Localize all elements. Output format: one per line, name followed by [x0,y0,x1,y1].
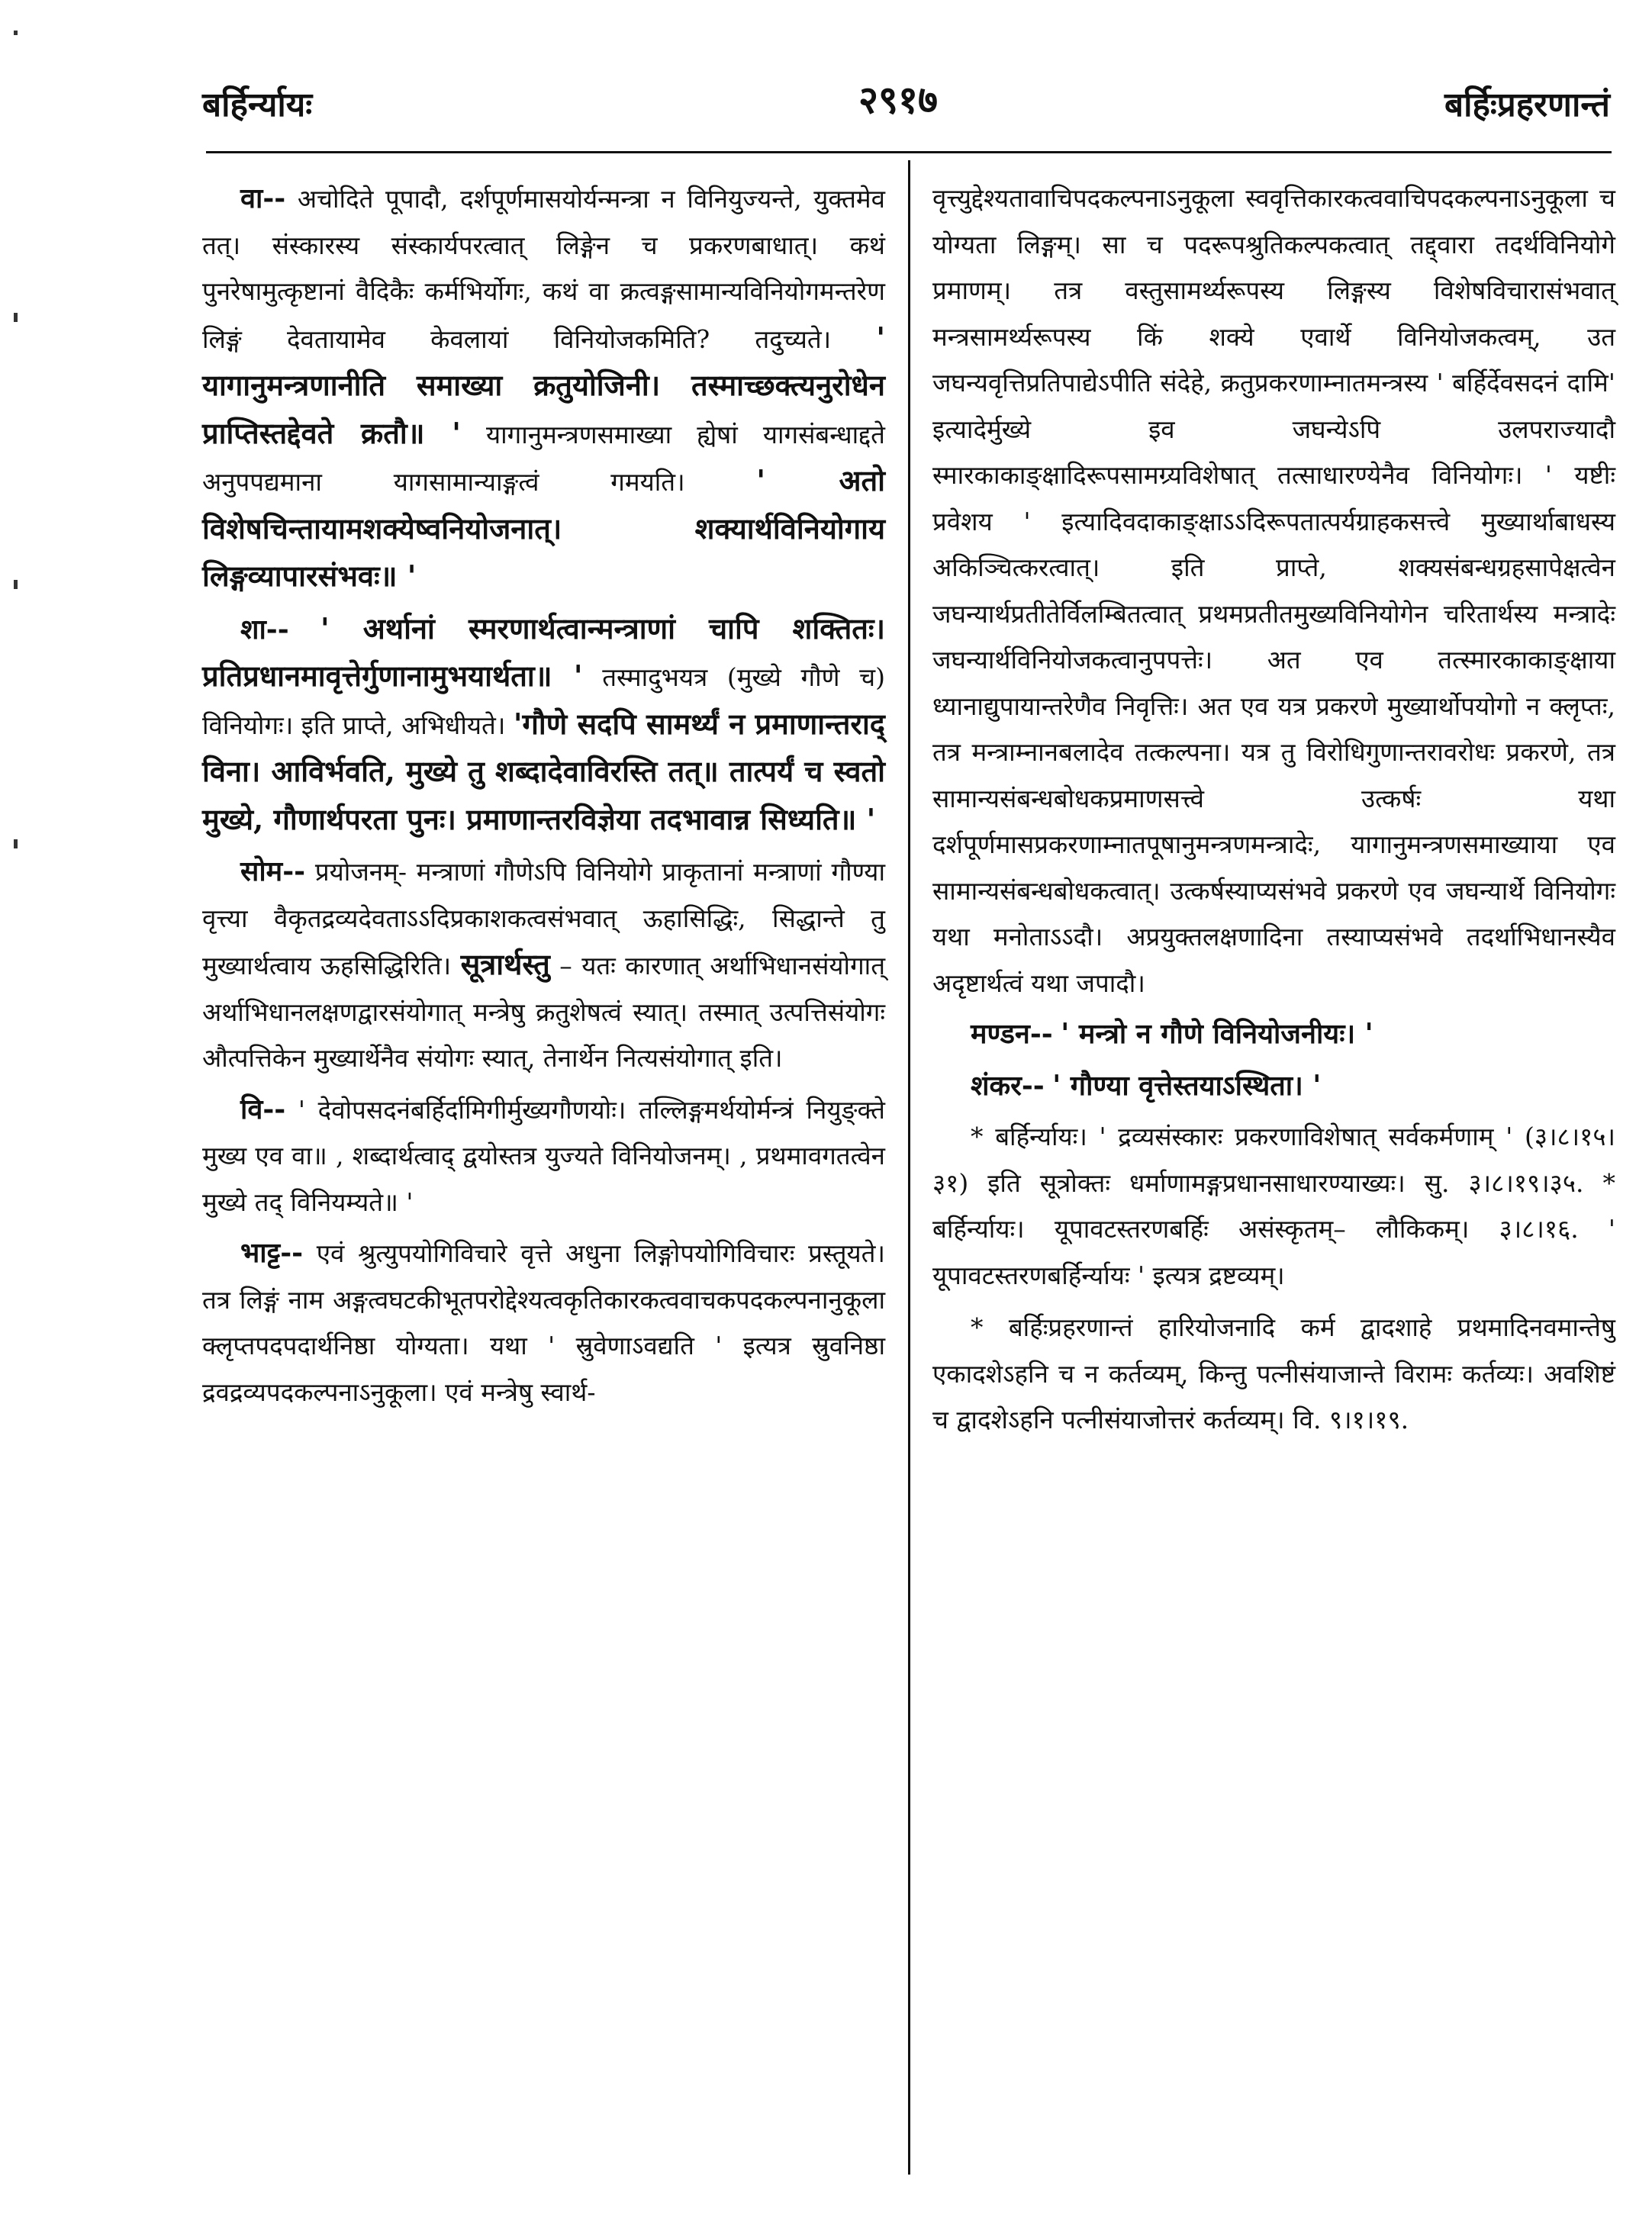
verse-text: ' यागानुमन्त्रणानीति समाख्या क्रतुयोजिनी। तस्माच्छक्त्यनुरोधेन प्राप्तिस्तद्देवते क्रतौ॥ ' [202,320,885,450]
commentary-text: एवं श्रुत्युपयोगिविचारे वृत्ते अधुना लिङ्गोपयोगिविचारः प्रस्तूयते। तत्र लिङ्गं नाम अङ्गत्वघटकीभूतपरोद्देश्यत्वकृतिकारकत्ववाचकपदकल्पनानुकूला क्लृप्तपदपदार्थनिष्ठा योग्यता। यथा ' स्रुवेणाऽवद्यति ' इत्यत्र स्रुवनिष्ठा द्रवद्रव्यपदकल्पनाऽनुकूला। एवं मन्त्रेषु स्वार्थ- [202,1238,885,1407]
note-barhirnyaya: * बर्हिर्न्यायः। ' द्रव्यसंस्कारः प्रकरणाविशेषात् सर्वकर्मणाम् ' (३।८।१५।३१) इति सूत्रोक्तः धर्माणामङ्गप्रधानसाधारण्याख्यः। सु. ३।८।१९।३५. * बर्हिर्न्यायः। यूपावटस्तरणबर्हिः असंस्कृतम्– लौकिकम्। ३।८।१६. ' यूपावटस्तरणबर्हिर्न्यायः ' इत्यत्र द्रष्टव्यम्। [932,1122,1615,1290]
commentary-mandana [932,1011,1615,1058]
commentary-soma [202,848,885,1082]
column-divider [908,160,910,2175]
page-number: २९१७ [858,77,938,122]
verse-text: 'गौणे सदपि सामर्थ्यं न प्रमाणान्तराद् विना। आविर्भवति, मुख्ये तु शब्दादेवाविरस्ति तत्॥ तात्पर्यं च स्वतो मुख्ये, गौणार्थपरता पुनः। प्रमाणान्तरविज्ञेया तदभावान्न सिध्यति॥ ' [202,706,885,836]
commentary-sha [202,606,885,845]
commentary-va [202,175,885,601]
right-column [932,175,1615,1450]
header-right-title: बर्हिःप्रहरणान्तं [1444,85,1610,124]
commentary-text: ' गौण्या वृत्तेस्तयाऽस्थिता। ' [1052,1069,1322,1102]
commentator-label: शा-- [240,613,289,646]
sutra-heading: सूत्रार्थस्तु [460,947,550,981]
note-barhihpraharananta: * बर्हिःप्रहरणान्तं हारियोजनादि कर्म द्वादशाहे प्रथमादिनवमान्तेषु एकादशेऽहनि च न कर्तव्यम्, किन्तु पत्नीसंयाजान्ते विरामः कर्तव्यः। अवशिष्टं च द्वादशेऽहनि पत्नीसंयाजोत्तरं कर्तव्यम्। वि. ९।१।१९. [932,1312,1615,1434]
commentary-text: – यतः कारणात् अर्थाभिधानसंयोगात् अर्थाभिधानलक्षणद्वारसंयोगात् मन्त्रेषु क्रतुशेषत्वं स्यात्। तस्मात् उत्पत्तिसंयोगः औत्पत्तिकेन मुख्यार्थेनैव संयोगः स्यात्, तेनार्थेन नित्यसंयोगात् इति। [202,951,886,1073]
commentator-label: सोम-- [240,855,306,887]
commentary-text: अचोदिते पूपादौ, दर्शपूर्णमासयोर्यन्मन्त्रा न विनियुज्यन्ते, युक्तमेव तत्। संस्कारस्य संस्कार्यपरत्वात् लिङ्गेन च प्रकरणबाधात्। कथं पुनरेषामुत्कृष्टानां वैदिकैः कर्मभिर्योगः, कथं वा क्रत्वङ्गसामान्यविनियोगमन्तरेण लिङ्गं देवतायामेव केवलायां विनियोजकमिति? तदुच्यते। [202,184,885,354]
commentary-text: ' देवोपसदनंबर्हिर्दामिगीर्मुख्यगौणयोः। तल्लिङ्गमर्थयोर्मन्त्रं नियुङ्क्ते मुख्य एव वा॥ , शब्दार्थत्वाद् द्वयोस्तत्र युज्यते विनियोजनम्। , प्रथमावगतत्वेन मुख्ये तद् विनियम्यते॥ ' [202,1094,885,1217]
left-column [202,175,885,1420]
commentary-text: तस्मादुभयत्र (मुख्ये गौणे च) विनियोगः। इति प्राप्ते, अभिधीयते। [202,662,885,740]
commentary-text: वृत्त्युद्देश्यतावाचिपदकल्पनाऽनुकूला स्ववृत्तिकारकत्ववाचिपदकल्पनाऽनुकूला च योग्यता लिङ्गम्। सा च पदरूपश्रुतिकल्पकत्वात् तद्द्वारा तदर्थविनियोगे प्रमाणम्। तत्र वस्तुसामर्थ्यरूपस्य लिङ्गस्य विशेषविचारासंभवात् मन्त्रसामर्थ्यरूपस्य किं शक्ये एवार्थे विनियोजकत्वम्, उत जघन्यवृत्तिप्रतिपाद्येऽपीति संदेहे, क्रतुप्रकरणाम्नातमन्त्रस्य ' बर्हिर्देवसदनं दामि' इत्यादेर्मुख्ये इव जघन्येऽपि उलपराज्यादौ स्मारकाकाङ्क्षादिरूपसामग्र्यविशेषात् तत्साधारण्येनैव विनियोगः। ' यष्टीः प्रवेशय ' इत्यादिवदाकाङ्क्षाऽऽदिरूपतात्पर्यग्राहकसत्त्वे मुख्यार्थाबाधस्य अकिञ्चित्करत्वात्। इति प्राप्ते, शक्यसंबन्धग्रहसापेक्षत्वेन जघन्यार्थप्रतीतेर्विलम्बितत्वात् प्रथमप्रतीतमुख्यविनियोगेन चरितार्थस्य मन्त्रादेः जघन्यार्थविनियोजकत्वानुपपत्तेः। अत एव तत्स्मारकाकाङ्क्षाया ध्यानाद्युपायान्तरेणैव निवृत्तिः। अत एव यत्र प्रकरणे मुख्यार्थोपयोगो न क्लृप्तः, तत्र मन्त्राम्नानबलादेव तत्कल्पना। यत्र तु विरोधिगुणान्तरावरोधः प्रकरणे, तत्र सामान्यसंबन्धबोधकप्रमाणसत्त्वे उत्कर्षः यथा दर्शपूर्णमासप्रकरणाम्नातपूषानुमन्त्रणमन्त्रादेः, यागानुमन्त्रणसमाख्याया एव सामान्यसंबन्धबोधकत्वात्। उत्कर्षस्याप्यसंभवे प्रकरणे एव जघन्यार्थे विनियोगः यथा मनोताऽऽदौ। अप्रयुक्तलक्षणादिना तस्याप्यसंभवे तदर्थाभिधानस्यैव अदृष्टार्थत्वं यथा जपादौ। [932,183,1615,998]
margin-mark [14,313,18,322]
margin-mark [14,839,18,848]
verse-text: ' अर्थानां स्मरणार्थत्वान्मन्त्राणां चापि शक्तितः। प्रतिप्रधानमावृत्तेर्गुणानामुभयार्थता॥ ' [202,610,885,693]
commentator-label: वि-- [240,1093,286,1125]
header-rule [206,151,1612,153]
commentary-vi [202,1087,885,1226]
commentary-continued [932,175,1615,1006]
commentary-text: ' मन्त्रो न गौणे विनियोजनीयः। ' [1061,1018,1373,1050]
margin-mark [14,580,18,589]
commentator-label: मण्डन-- [971,1018,1053,1050]
commentary-text: प्रयोजनम्- मन्त्राणां गौणेऽपि विनियोगे प्राकृतानां मन्त्राणां गौण्या वृत्त्या वैकृतद्रव्यदेवताऽऽदिप्रकाशकत्वसंभवात् ऊहासिद्धिः, सिद्धान्ते तु मुख्यार्थत्वाय ऊहसिद्धिरिति। [202,857,885,980]
page-header [202,72,1610,141]
commentator-label: भाट्ट-- [240,1237,304,1269]
commentary-shankara [932,1063,1615,1110]
commentary-text: यागानुमन्त्रणसमाख्या ह्येषां यागसंबन्धाद्दते अनुपपद्यमाना यागसामान्याङ्गत्वं गमयति। [202,419,885,497]
commentator-label: वा-- [240,182,286,214]
commentator-label: शंकर-- [971,1069,1045,1102]
margin-mark [14,31,18,35]
verse-text: ' अतो विशेषचिन्तायामशक्येष्वनियोजनात्। शक्यार्थविनियोगाय लिङ्गव्यापारसंभवः॥ ' [202,463,885,593]
commentary-bhatta [202,1230,885,1415]
header-left-title: बर्हिर्न्यायः [202,85,313,124]
